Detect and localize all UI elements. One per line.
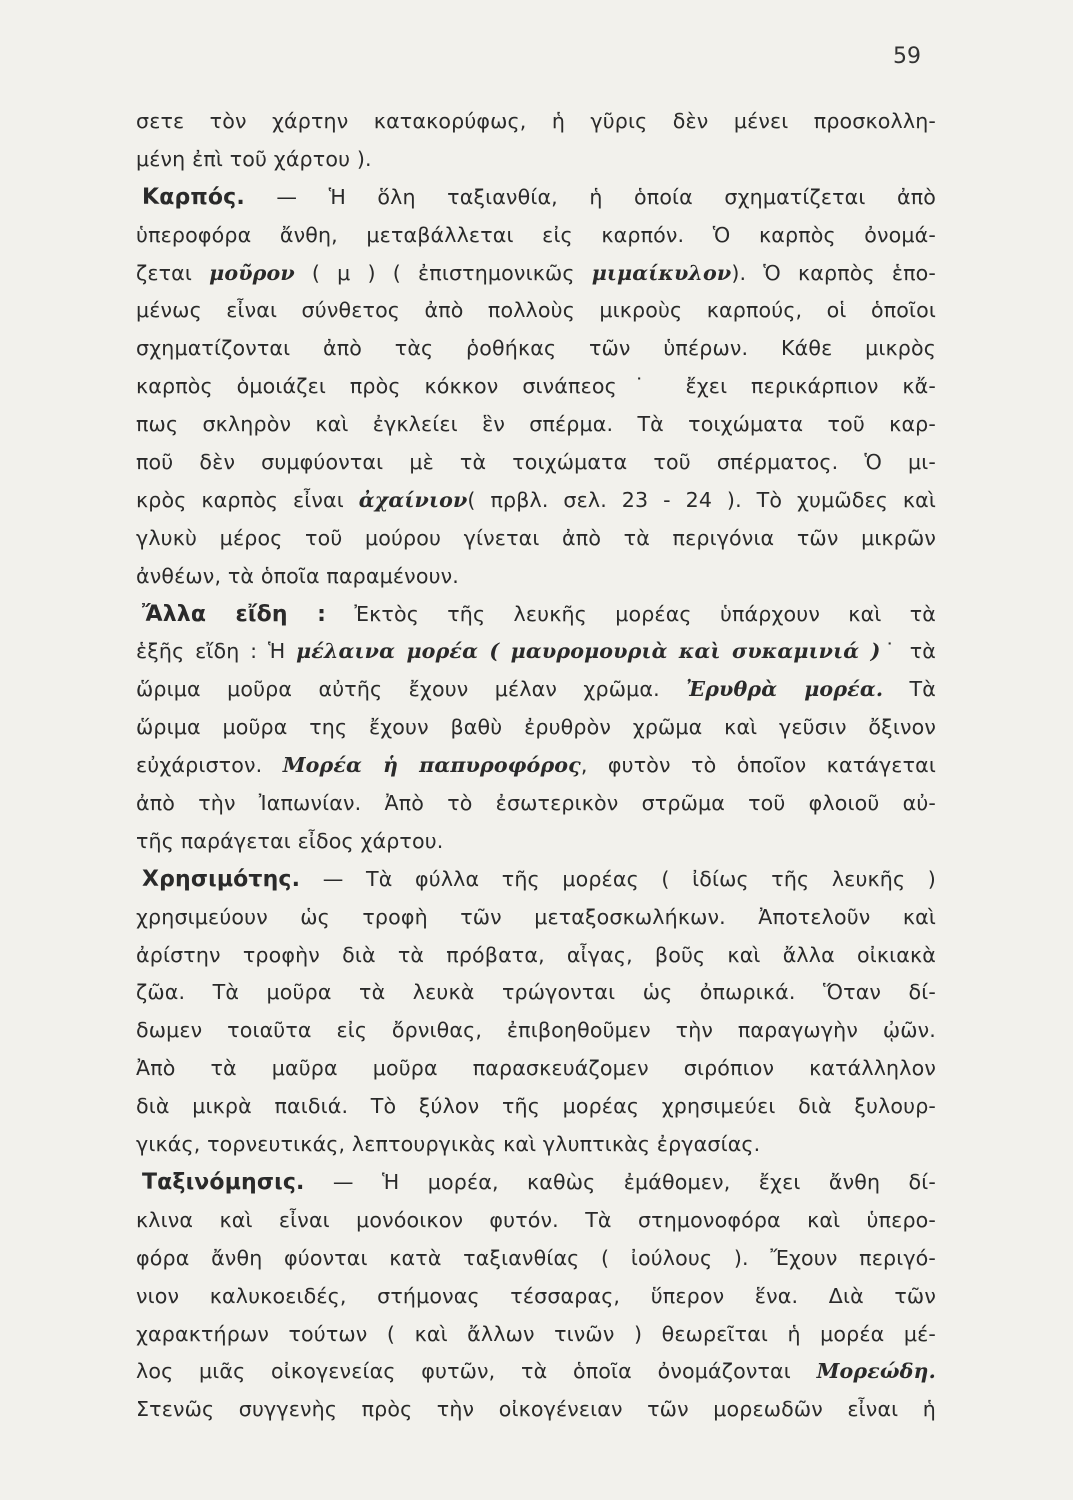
text-line <box>136 596 936 634</box>
term-emphasis: μέλαινα μορέα ( μαυρομουριὰ καὶ συκαμινιά ) <box>296 639 881 664</box>
text-run: χαρακτήρων τούτων ( καὶ ἄλλων τινῶν ) θεωρεῖται ἡ μορέα μέ- <box>136 1321 936 1346</box>
text-line <box>136 179 936 217</box>
text-line <box>136 558 936 596</box>
text-run: χρησιμεύουν ὡς τροφὴ τῶν μεταξοσκωλήκων. Ἀποτελοῦν καὶ <box>136 904 936 929</box>
text-run: ἀρίστην τροφὴν διὰ τὰ πρόβατα, αἶγας, βοῦς καὶ ἄλλα οἰκιακὰ <box>136 942 936 967</box>
text-run: πως σκληρὸν καὶ ἐγκλείει ἓν σπέρμα. Τὰ τοιχώματα τοῦ καρ- <box>136 412 936 437</box>
text-run: ὑπεροφόρα ἄνθη, μεταβάλλεται εἰς καρπόν. Ὁ καρπὸς ὀνομά- <box>136 222 936 247</box>
text-run: ὥριμα μοῦρα της ἔχουν βαθὺ ἐρυθρὸν χρῶμα καὶ γεῦσιν ὄξινον <box>136 715 936 740</box>
text-run: λος μιᾶς οἰκογενείας φυτῶν, τὰ ὁποῖα ὀνομάζονται <box>136 1359 817 1384</box>
text-line <box>136 444 936 482</box>
text-line <box>136 823 936 861</box>
text-line <box>136 217 936 255</box>
text-run: Ἐκτὸς τῆς λευκῆς μορέας ὑπάρχουν καὶ τὰ <box>326 601 936 626</box>
text-run: μένως εἶναι σύνθετος ἀπὸ πολλοὺς μικροὺς καρπούς, οἱ ὁποῖοι <box>136 298 936 323</box>
text-line <box>136 785 936 823</box>
text-line <box>136 520 936 558</box>
text-run: γικάς, τορνευτικάς, λεπτουργικὰς καὶ γλυπτικὰς ἐργασίας. <box>136 1132 761 1157</box>
text-run: Τὰ <box>883 677 936 702</box>
text-run: ἀνθέων, τὰ ὁποῖα παραμένουν. <box>136 563 459 588</box>
text-run: φόρα ἄνθη φύονται κατὰ ταξιανθίας ( ἰούλους ). Ἔχουν περιγό- <box>136 1245 936 1270</box>
text-line <box>136 1278 936 1316</box>
term-emphasis: Μορέα ἡ παπυροφόρος <box>282 753 581 778</box>
text-line <box>136 292 936 330</box>
section-heading: Ἄλλα εἴδη : <box>142 601 327 627</box>
text-run: ( πρβλ. σελ. 23 - 24 ). Τὸ χυμῶδες καὶ <box>467 487 936 512</box>
text-run: ζεται <box>136 260 210 285</box>
text-line <box>136 368 936 406</box>
text-line <box>136 482 936 520</box>
text-run: νιον καλυκοειδές, στήμονας τέσσαρας, ὕπερον ἕνα. Διὰ τῶν <box>136 1283 936 1308</box>
text-run: ἀπὸ τὴν Ἰαπωνίαν. Ἀπὸ τὸ ἐσωτερικὸν στρῶμα τοῦ φλοιοῦ αὐ- <box>136 791 936 816</box>
text-line <box>136 1202 936 1240</box>
text-run: ὥριμα μοῦρα αὐτῆς ἔχουν μέλαν χρῶμα. <box>136 677 687 702</box>
section-heading: Χρησιμότης. <box>142 866 301 892</box>
text-run: — Ἡ μορέα, καθὼς ἐμάθομεν, ἔχει ἄνθη δί- <box>304 1169 936 1194</box>
text-run: κρὸς καρπὸς εἶναι <box>136 487 359 512</box>
text-line <box>136 1391 936 1429</box>
text-run: σχηματίζονται ἀπὸ τὰς ῥοθήκας τῶν ὑπέρων. Κάθε μικρὸς <box>136 336 936 361</box>
text-line <box>136 1050 936 1088</box>
text-run: Ἀπὸ τὰ μαῦρα μοῦρα παρασκευάζομεν σιρόπιον κατάλληλον <box>136 1056 936 1081</box>
body-text <box>136 103 936 1429</box>
section-heading: Ταξινόμησις. <box>142 1169 305 1195</box>
text-run: εὐχάριστον. <box>136 753 283 778</box>
text-run: διὰ μικρὰ παιδιά. Τὸ ξύλον τῆς μορέας χρησιμεύει διὰ ξυλουρ- <box>136 1094 936 1119</box>
term-emphasis: ἀχαίνιον <box>358 487 468 512</box>
text-run: μένη ἐπὶ τοῦ χάρτου ). <box>136 146 372 171</box>
text-run: ζῶα. Τὰ μοῦρα τὰ λευκὰ τρώγονται ὡς ὀπωρικά. Ὅταν δί- <box>136 980 936 1005</box>
text-line <box>136 633 936 671</box>
text-run: ( μ ) ( ἐπιστημονικῶς <box>294 260 592 285</box>
page-number: 59 <box>893 44 921 69</box>
text-line <box>136 255 936 293</box>
text-line <box>136 747 936 785</box>
text-run: , φυτὸν τὸ ὁποῖον κατάγεται <box>580 753 936 778</box>
text-line <box>136 861 936 899</box>
text-run: γλυκὺ μέρος τοῦ μούρου γίνεται ἀπὸ τὰ περιγόνια τῶν μικρῶν <box>136 525 936 550</box>
text-line <box>136 1316 936 1354</box>
text-line <box>136 406 936 444</box>
text-run: ˙ τὰ <box>880 639 936 664</box>
text-run: ἑξῆς εἴδη : Ἡ <box>136 639 297 664</box>
text-run: — Ἡ ὅλη ταξιανθία, ἡ ὁποία σχηματίζεται ἀπὸ <box>244 184 936 209</box>
text-line <box>136 103 936 141</box>
text-line <box>136 1012 936 1050</box>
text-line <box>136 899 936 937</box>
term-emphasis: μιμαίκυλον <box>591 260 732 285</box>
text-run: — Τὰ φύλλα τῆς μορέας ( ἰδίως τῆς λευκῆς ) <box>300 866 936 891</box>
text-line <box>136 1088 936 1126</box>
text-line <box>136 671 936 709</box>
text-run: καρπὸς ὁμοιάζει πρὸς κόκκον σινάπεος˙ ἔχει περικάρπιον κἄ- <box>136 374 936 399</box>
term-emphasis: Ἐρυθρὰ μορέα. <box>686 677 884 702</box>
text-run: ποῦ δὲν συμφύονται μὲ τὰ τοιχώματα τοῦ σπέρματος. Ὁ μι- <box>136 450 936 475</box>
text-line <box>136 709 936 747</box>
text-line <box>136 141 936 179</box>
term-emphasis: Μορεώδη. <box>816 1359 936 1384</box>
text-line <box>136 937 936 975</box>
text-line <box>136 1164 936 1202</box>
text-run: Στενῶς συγγενὴς πρὸς τὴν οἰκογένειαν τῶν μορεωδῶν εἶναι ἡ <box>136 1397 936 1422</box>
section-heading: Καρπός. <box>142 184 245 210</box>
text-line <box>136 1240 936 1278</box>
text-line <box>136 974 936 1012</box>
text-run: ). Ὁ καρπὸς ἑπο- <box>731 260 936 285</box>
term-emphasis: μοῦρον <box>209 260 295 285</box>
text-line <box>136 1126 936 1164</box>
text-line <box>136 1353 936 1391</box>
text-run: σετε τὸν χάρτην κατακορύφως, ἡ γῦρις δὲν μένει προσκολλη- <box>136 109 936 133</box>
text-run: κλινα καὶ εἶναι μονόοικον φυτόν. Τὰ στημονοφόρα καὶ ὑπερο- <box>136 1207 936 1232</box>
text-run: τῆς παράγεται εἶδος χάρτου. <box>136 828 444 853</box>
text-line <box>136 330 936 368</box>
text-run: δωμεν τοιαῦτα εἰς ὄρνιθας, ἐπιβοηθοῦμεν τὴν παραγωγὴν ᾠῶν. <box>136 1018 936 1043</box>
